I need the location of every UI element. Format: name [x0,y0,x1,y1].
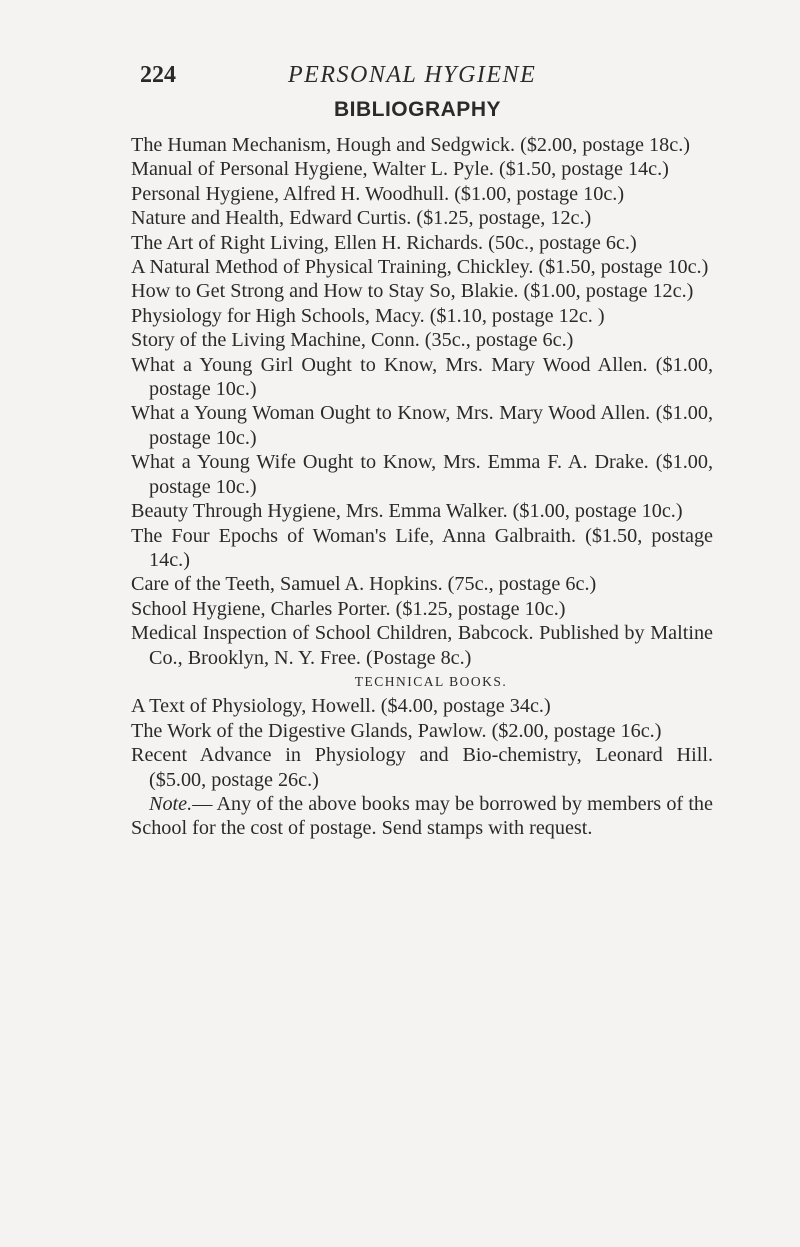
bibliography-entry: Story of the Living Machine, Conn. (35c., postage 6c.) [131,329,574,352]
bibliography-entry: What a Young Girl Ought to Know, Mrs. Mary Wood Allen. ($1.00, postage 10c.) [131,353,713,401]
technical-entry: The Work of the Digestive Glands, Pawlow. ($2.00, postage 16c.) [131,719,662,742]
bibliography-list [131,133,713,841]
bibliography-entry: Manual of Personal Hygiene, Walter L. Pyle. ($1.50, postage 14c.) [131,158,669,181]
note-paragraph [131,792,713,841]
bibliography-entry: The Four Epochs of Woman's Life, Anna Galbraith. ($1.50, postage 14c.) [131,524,713,571]
bibliography-entry: What a Young Woman Ought to Know, Mrs. Mary Wood Allen. ($1.00, postage 10c.) [131,402,713,449]
note-text: — Any of the above books may be borrowed by members of the School for the cost of postage. Send stamps with request. [131,792,713,840]
bibliography-entry: What a Young Wife Ought to Know, Mrs. Emma F. A. Drake. ($1.00, postage 10c.) [131,451,713,498]
bibliography-entry: Personal Hygiene, Alfred H. Woodhull. ($1.00, postage 10c.) [131,182,625,205]
running-title: PERSONAL HYGIENE [288,62,537,88]
bibliography-entry: Beauty Through Hygiene, Mrs. Emma Walker. ($1.00, postage 10c.) [131,500,683,523]
bibliography-entry: Physiology for High Schools, Macy. ($1.10, postage 12c. ) [131,304,605,327]
page-number: 224 [140,62,176,88]
running-header [140,62,700,96]
technical-entry: A Text of Physiology, Howell. ($4.00, postage 34c.) [131,695,551,718]
bibliography-entry: How to Get Strong and How to Stay So, Blakie. ($1.00, postage 12c.) [131,280,694,303]
section-heading: BIBLIOGRAPHY [333,98,501,121]
bibliography-entry: School Hygiene, Charles Porter. ($1.25, postage 10c.) [131,597,566,620]
bibliography-entry: Nature and Health, Edward Curtis. ($1.25, postage, 12c.) [131,207,592,230]
bibliography-entry: The Art of Right Living, Ellen H. Richards. (50c., postage 6c.) [131,231,637,254]
technical-books-heading: TECHNICAL BOOKS. [354,673,508,689]
note-label: Note. [149,792,193,815]
bibliography-entry: The Human Mechanism, Hough and Sedgwick. ($2.00, postage 18c.) [131,134,690,156]
bibliography-entry: Medical Inspection of School Children, Babcock. Published by Maltine Co., Brooklyn, N. Y. Free. (Postage 8c.) [131,622,713,669]
bibliography-entry: Care of the Teeth, Samuel A. Hopkins. (75c., postage 6c.) [131,573,597,596]
technical-entry: Recent Advance in Physiology and Bio-chemistry, Leonard Hill. ($5.00, postage 26c.) [131,744,713,791]
bibliography-entry: A Natural Method of Physical Training, Chickley. ($1.50, postage 10c.) [131,256,709,279]
